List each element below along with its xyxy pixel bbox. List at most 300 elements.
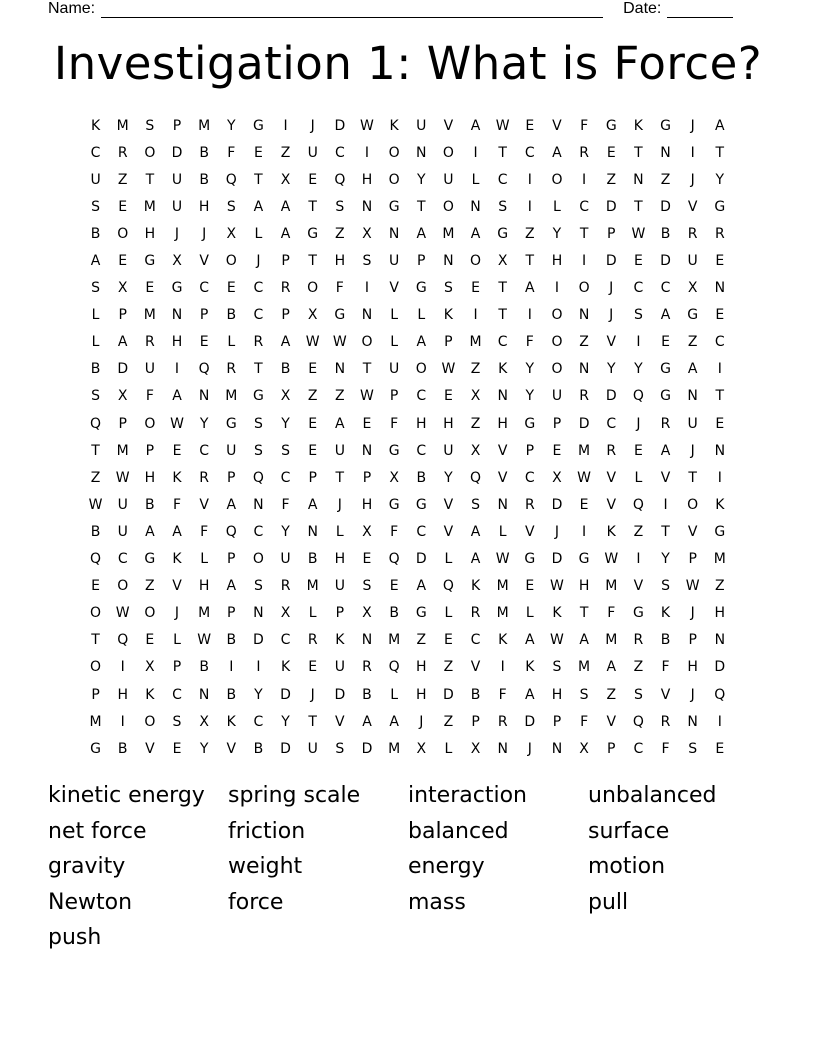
grid-letter[interactable]: E: [308, 361, 318, 378]
grid-letter[interactable]: P: [227, 551, 236, 568]
grid-letter[interactable]: T: [91, 442, 100, 459]
grid-letter[interactable]: Q: [442, 578, 454, 595]
grid-letter[interactable]: H: [687, 659, 698, 676]
grid-letter[interactable]: I: [636, 551, 641, 568]
grid-letter[interactable]: I: [120, 713, 125, 730]
grid-letter[interactable]: X: [199, 713, 209, 730]
grid-letter[interactable]: I: [717, 361, 722, 378]
grid-letter[interactable]: L: [444, 551, 453, 568]
grid-letter[interactable]: G: [687, 307, 699, 324]
grid-letter[interactable]: T: [634, 198, 643, 215]
grid-letter[interactable]: X: [117, 280, 128, 297]
grid-letter[interactable]: E: [606, 144, 616, 161]
grid-letter[interactable]: N: [361, 198, 373, 215]
grid-letter[interactable]: V: [497, 469, 508, 486]
grid-letter[interactable]: E: [308, 415, 318, 432]
grid-letter[interactable]: Z: [579, 334, 589, 351]
grid-letter[interactable]: D: [280, 740, 291, 757]
grid-letter[interactable]: L: [390, 686, 399, 703]
grid-letter[interactable]: B: [389, 605, 399, 622]
grid-letter[interactable]: Z: [525, 225, 535, 242]
grid-letter[interactable]: N: [361, 442, 373, 459]
grid-letter[interactable]: Z: [307, 388, 318, 405]
grid-letter[interactable]: T: [579, 225, 589, 242]
grid-letter[interactable]: G: [714, 198, 726, 215]
grid-letter[interactable]: M: [578, 659, 591, 676]
grid-letter[interactable]: W: [197, 632, 212, 649]
grid-letter[interactable]: T: [416, 198, 426, 215]
grid-letter[interactable]: W: [115, 469, 130, 486]
grid-letter[interactable]: B: [226, 686, 237, 703]
grid-letter[interactable]: F: [580, 713, 589, 730]
grid-letter[interactable]: D: [253, 632, 264, 649]
grid-letter[interactable]: X: [470, 442, 481, 459]
grid-letter[interactable]: T: [498, 307, 507, 324]
grid-letter[interactable]: W: [495, 117, 510, 134]
grid-letter[interactable]: X: [145, 659, 155, 676]
grid-letter[interactable]: C: [660, 280, 671, 297]
grid-letter[interactable]: C: [253, 523, 264, 540]
grid-letter[interactable]: T: [335, 469, 345, 486]
grid-letter[interactable]: W: [115, 605, 130, 622]
grid-letter[interactable]: L: [498, 523, 507, 540]
grid-letter[interactable]: V: [145, 740, 155, 757]
grid-letter[interactable]: E: [389, 578, 399, 595]
grid-letter[interactable]: M: [605, 578, 618, 595]
grid-letter[interactable]: O: [307, 280, 319, 297]
grid-letter[interactable]: B: [660, 632, 671, 649]
grid-letter[interactable]: V: [633, 578, 644, 595]
grid-letter[interactable]: U: [90, 171, 101, 188]
grid-letter[interactable]: S: [145, 117, 155, 134]
grid-letter[interactable]: T: [715, 144, 725, 161]
grid-letter[interactable]: H: [578, 578, 590, 595]
grid-letter[interactable]: V: [443, 496, 454, 513]
grid-letter[interactable]: H: [334, 551, 346, 568]
grid-letter[interactable]: F: [172, 496, 182, 513]
grid-letter[interactable]: G: [524, 415, 536, 432]
grid-letter[interactable]: A: [226, 578, 237, 595]
grid-letter[interactable]: G: [388, 442, 400, 459]
grid-letter[interactable]: W: [305, 334, 320, 351]
grid-letter[interactable]: R: [280, 578, 291, 595]
grid-letter[interactable]: H: [198, 578, 210, 595]
grid-letter[interactable]: Z: [280, 144, 291, 161]
grid-letter[interactable]: X: [470, 740, 481, 757]
grid-letter[interactable]: O: [144, 605, 156, 622]
grid-letter[interactable]: I: [500, 659, 505, 676]
grid-letter[interactable]: T: [498, 280, 507, 297]
grid-letter[interactable]: I: [473, 144, 478, 161]
grid-letter[interactable]: H: [144, 469, 156, 486]
grid-letter[interactable]: D: [280, 686, 291, 703]
grid-letter[interactable]: E: [525, 578, 535, 595]
grid-letter[interactable]: V: [335, 713, 345, 730]
grid-letter[interactable]: P: [281, 307, 290, 324]
grid-letter[interactable]: Z: [416, 632, 427, 649]
grid-letter[interactable]: N: [388, 225, 400, 242]
grid-letter[interactable]: E: [118, 253, 128, 270]
grid-letter[interactable]: T: [145, 171, 155, 188]
grid-letter[interactable]: J: [690, 605, 695, 622]
grid-letter[interactable]: P: [607, 225, 616, 242]
grid-letter[interactable]: J: [690, 117, 695, 134]
grid-letter[interactable]: X: [362, 605, 372, 622]
grid-letter[interactable]: E: [633, 253, 643, 270]
grid-letter[interactable]: N: [443, 253, 454, 270]
grid-letter[interactable]: E: [226, 280, 236, 297]
grid-letter[interactable]: J: [609, 307, 614, 324]
grid-letter[interactable]: U: [307, 144, 318, 161]
grid-letter[interactable]: D: [171, 144, 183, 161]
grid-letter[interactable]: T: [525, 253, 535, 270]
grid-letter[interactable]: P: [525, 442, 535, 459]
grid-letter[interactable]: Z: [443, 659, 454, 676]
grid-letter[interactable]: E: [525, 117, 535, 134]
grid-letter[interactable]: R: [497, 713, 508, 730]
grid-letter[interactable]: H: [198, 198, 210, 215]
grid-letter[interactable]: D: [117, 361, 129, 378]
grid-letter[interactable]: L: [444, 740, 453, 757]
grid-letter[interactable]: J: [690, 442, 695, 459]
grid-letter[interactable]: O: [442, 144, 454, 161]
grid-letter[interactable]: I: [554, 280, 560, 297]
grid-letter[interactable]: W: [550, 632, 564, 649]
grid-letter[interactable]: A: [226, 496, 237, 513]
grid-letter[interactable]: V: [606, 713, 617, 730]
grid-letter[interactable]: Q: [90, 415, 102, 432]
grid-letter[interactable]: V: [552, 117, 562, 134]
grid-letter[interactable]: M: [442, 225, 455, 242]
grid-letter[interactable]: B: [90, 523, 101, 540]
grid-letter[interactable]: M: [496, 605, 509, 622]
grid-letter[interactable]: F: [525, 334, 534, 351]
grid-letter[interactable]: B: [470, 686, 481, 703]
grid-letter[interactable]: A: [280, 334, 291, 351]
grid-letter[interactable]: G: [388, 198, 400, 215]
grid-letter[interactable]: P: [389, 388, 399, 405]
grid-letter[interactable]: S: [579, 686, 589, 703]
grid-letter[interactable]: K: [660, 605, 671, 622]
grid-letter[interactable]: B: [660, 225, 671, 242]
grid-letter[interactable]: J: [202, 225, 207, 242]
grid-letter[interactable]: F: [227, 144, 236, 161]
grid-letter[interactable]: X: [579, 740, 589, 757]
grid-letter[interactable]: N: [416, 144, 427, 161]
grid-letter[interactable]: G: [660, 117, 671, 134]
grid-letter[interactable]: T: [579, 605, 589, 622]
grid-letter[interactable]: C: [199, 442, 210, 459]
grid-letter[interactable]: P: [118, 415, 127, 432]
grid-letter[interactable]: Z: [335, 225, 345, 242]
grid-letter[interactable]: Y: [525, 361, 535, 378]
grid-letter[interactable]: G: [252, 117, 264, 134]
grid-letter[interactable]: N: [714, 632, 726, 649]
grid-letter[interactable]: M: [388, 632, 401, 649]
grid-letter[interactable]: C: [416, 523, 427, 540]
grid-letter[interactable]: N: [633, 171, 644, 188]
grid-letter[interactable]: B: [416, 469, 427, 486]
grid-letter[interactable]: U: [307, 740, 318, 757]
grid-letter[interactable]: S: [362, 578, 372, 595]
grid-letter[interactable]: E: [362, 551, 372, 568]
grid-letter[interactable]: H: [361, 171, 373, 188]
grid-letter[interactable]: Q: [334, 171, 346, 188]
grid-letter[interactable]: X: [280, 605, 291, 622]
grid-letter[interactable]: I: [582, 253, 587, 270]
grid-letter[interactable]: E: [471, 280, 480, 297]
grid-letter[interactable]: P: [335, 605, 345, 622]
grid-letter[interactable]: U: [443, 171, 454, 188]
grid-letter[interactable]: U: [388, 361, 400, 378]
grid-letter[interactable]: V: [606, 496, 617, 513]
grid-letter[interactable]: H: [117, 686, 128, 703]
grid-letter[interactable]: M: [578, 442, 591, 459]
grid-letter[interactable]: V: [525, 523, 535, 540]
grid-letter[interactable]: S: [633, 307, 643, 324]
grid-letter[interactable]: Y: [444, 469, 453, 486]
grid-letter[interactable]: L: [335, 523, 344, 540]
grid-letter[interactable]: Q: [388, 659, 400, 676]
grid-letter[interactable]: U: [443, 442, 454, 459]
grid-letter[interactable]: G: [497, 225, 509, 242]
grid-letter[interactable]: R: [687, 225, 698, 242]
grid-letter[interactable]: E: [443, 388, 453, 405]
grid-letter[interactable]: O: [551, 171, 563, 188]
grid-letter[interactable]: I: [582, 171, 587, 188]
grid-letter[interactable]: E: [443, 632, 453, 649]
grid-letter[interactable]: V: [606, 334, 617, 351]
grid-letter[interactable]: H: [443, 415, 454, 432]
grid-letter[interactable]: T: [254, 171, 263, 188]
grid-letter[interactable]: L: [471, 171, 480, 188]
grid-letter[interactable]: U: [687, 253, 698, 270]
grid-letter[interactable]: T: [688, 469, 697, 486]
grid-letter[interactable]: F: [200, 523, 209, 540]
grid-letter[interactable]: O: [90, 659, 102, 676]
grid-letter[interactable]: D: [605, 198, 617, 215]
grid-letter[interactable]: U: [334, 659, 345, 676]
grid-letter[interactable]: C: [253, 280, 264, 297]
grid-letter[interactable]: O: [117, 225, 129, 242]
grid-letter[interactable]: Y: [606, 361, 616, 378]
grid-letter[interactable]: J: [636, 415, 641, 432]
grid-letter[interactable]: U: [171, 198, 183, 215]
grid-letter[interactable]: Y: [281, 523, 290, 540]
grid-letter[interactable]: X: [307, 307, 318, 324]
grid-letter[interactable]: E: [661, 334, 670, 351]
grid-letter[interactable]: E: [91, 578, 100, 595]
grid-letter[interactable]: Q: [90, 551, 102, 568]
grid-letter[interactable]: Z: [633, 659, 644, 676]
grid-letter[interactable]: I: [174, 361, 180, 378]
grid-letter[interactable]: I: [229, 659, 234, 676]
grid-letter[interactable]: E: [633, 442, 643, 459]
grid-letter[interactable]: R: [470, 605, 481, 622]
grid-letter[interactable]: D: [361, 740, 373, 757]
grid-letter[interactable]: G: [307, 225, 319, 242]
grid-letter[interactable]: U: [226, 442, 237, 459]
grid-letter[interactable]: F: [390, 523, 399, 540]
grid-letter[interactable]: O: [144, 713, 156, 730]
grid-letter[interactable]: J: [174, 605, 180, 622]
grid-letter[interactable]: A: [470, 225, 481, 242]
grid-letter[interactable]: M: [306, 578, 319, 595]
grid-letter[interactable]: R: [253, 334, 264, 351]
grid-letter[interactable]: M: [496, 578, 509, 595]
grid-letter[interactable]: K: [280, 659, 291, 676]
grid-letter[interactable]: V: [606, 469, 617, 486]
grid-letter[interactable]: B: [145, 496, 155, 513]
grid-letter[interactable]: I: [364, 144, 370, 161]
grid-letter[interactable]: H: [171, 334, 183, 351]
grid-letter[interactable]: F: [661, 740, 670, 757]
grid-letter[interactable]: G: [415, 280, 427, 297]
grid-letter[interactable]: P: [444, 334, 453, 351]
grid-letter[interactable]: V: [660, 686, 671, 703]
grid-letter[interactable]: A: [525, 686, 535, 703]
grid-letter[interactable]: M: [605, 632, 618, 649]
grid-letter[interactable]: C: [280, 469, 291, 486]
grid-letter[interactable]: U: [117, 496, 128, 513]
grid-letter[interactable]: P: [688, 551, 697, 568]
grid-letter[interactable]: D: [415, 551, 427, 568]
grid-letter[interactable]: Q: [198, 361, 210, 378]
grid-letter[interactable]: W: [170, 415, 184, 432]
grid-letter[interactable]: I: [663, 496, 668, 513]
grid-letter[interactable]: G: [415, 496, 427, 513]
grid-letter[interactable]: K: [172, 469, 182, 486]
grid-letter[interactable]: S: [253, 442, 263, 459]
grid-letter[interactable]: N: [253, 496, 264, 513]
grid-letter[interactable]: Z: [145, 578, 155, 595]
grid-letter[interactable]: E: [145, 632, 155, 649]
grid-letter[interactable]: D: [605, 253, 617, 270]
grid-letter[interactable]: A: [307, 496, 318, 513]
grid-letter[interactable]: X: [470, 388, 481, 405]
grid-letter[interactable]: L: [91, 334, 100, 351]
grid-letter[interactable]: P: [308, 469, 317, 486]
grid-letter[interactable]: B: [199, 659, 209, 676]
grid-letter[interactable]: J: [690, 171, 695, 188]
grid-letter[interactable]: N: [171, 307, 183, 324]
grid-letter[interactable]: W: [495, 551, 510, 568]
grid-letter[interactable]: S: [688, 740, 698, 757]
grid-letter[interactable]: A: [90, 253, 101, 270]
grid-letter[interactable]: R: [714, 225, 725, 242]
grid-letter[interactable]: D: [524, 713, 536, 730]
grid-letter[interactable]: R: [199, 469, 209, 486]
grid-letter[interactable]: V: [497, 442, 508, 459]
grid-letter[interactable]: R: [144, 334, 155, 351]
grid-letter[interactable]: J: [310, 686, 315, 703]
grid-letter[interactable]: A: [362, 713, 372, 730]
grid-letter[interactable]: P: [552, 713, 562, 730]
grid-letter[interactable]: A: [253, 198, 264, 215]
grid-letter[interactable]: D: [334, 117, 346, 134]
grid-letter[interactable]: H: [415, 659, 427, 676]
grid-letter[interactable]: J: [527, 740, 532, 757]
grid-letter[interactable]: G: [252, 388, 264, 405]
grid-letter[interactable]: D: [605, 388, 617, 405]
grid-letter[interactable]: K: [606, 523, 616, 540]
grid-letter[interactable]: S: [443, 280, 453, 297]
grid-letter[interactable]: G: [660, 361, 671, 378]
grid-letter[interactable]: N: [470, 198, 481, 215]
grid-letter[interactable]: P: [227, 605, 236, 622]
grid-letter[interactable]: P: [362, 469, 372, 486]
grid-letter[interactable]: U: [144, 361, 155, 378]
grid-letter[interactable]: A: [117, 334, 128, 351]
grid-letter[interactable]: A: [606, 659, 617, 676]
grid-letter[interactable]: Q: [632, 496, 644, 513]
grid-letter[interactable]: H: [551, 686, 563, 703]
grid-letter[interactable]: C: [253, 713, 264, 730]
grid-letter[interactable]: K: [335, 632, 345, 649]
grid-letter[interactable]: X: [172, 253, 182, 270]
grid-letter[interactable]: D: [660, 253, 671, 270]
grid-letter[interactable]: F: [661, 659, 670, 676]
grid-letter[interactable]: M: [388, 740, 401, 757]
grid-letter[interactable]: O: [225, 253, 237, 270]
grid-letter[interactable]: G: [144, 551, 156, 568]
grid-letter[interactable]: A: [280, 225, 291, 242]
grid-letter[interactable]: P: [688, 632, 697, 649]
grid-letter[interactable]: Z: [606, 686, 617, 703]
grid-letter[interactable]: Z: [117, 171, 128, 188]
grid-letter[interactable]: A: [416, 578, 427, 595]
grid-letter[interactable]: W: [332, 334, 347, 351]
grid-letter[interactable]: L: [308, 605, 317, 622]
grid-letter[interactable]: P: [91, 686, 100, 703]
grid-letter[interactable]: W: [550, 578, 564, 595]
grid-letter[interactable]: W: [685, 578, 700, 595]
grid-letter[interactable]: E: [308, 442, 318, 459]
grid-letter[interactable]: N: [497, 740, 508, 757]
grid-letter[interactable]: N: [334, 361, 346, 378]
grid-letter[interactable]: E: [308, 659, 318, 676]
grid-letter[interactable]: C: [524, 144, 535, 161]
grid-letter[interactable]: B: [90, 361, 101, 378]
grid-letter[interactable]: X: [117, 388, 128, 405]
grid-letter[interactable]: U: [551, 388, 563, 405]
grid-letter[interactable]: S: [253, 578, 263, 595]
grid-letter[interactable]: L: [417, 307, 426, 324]
grid-letter[interactable]: K: [552, 605, 562, 622]
grid-letter[interactable]: F: [145, 388, 154, 405]
grid-letter[interactable]: T: [308, 253, 317, 270]
grid-letter[interactable]: I: [256, 659, 261, 676]
grid-letter[interactable]: T: [308, 198, 317, 215]
grid-letter[interactable]: I: [717, 713, 722, 730]
grid-letter[interactable]: K: [715, 496, 725, 513]
grid-letter[interactable]: U: [388, 253, 400, 270]
grid-letter[interactable]: A: [416, 225, 427, 242]
grid-letter[interactable]: A: [579, 632, 589, 649]
grid-letter[interactable]: L: [390, 307, 399, 324]
grid-letter[interactable]: S: [253, 415, 263, 432]
grid-letter[interactable]: J: [554, 523, 560, 540]
grid-letter[interactable]: Q: [714, 686, 726, 703]
grid-letter[interactable]: I: [636, 334, 641, 351]
grid-letter[interactable]: H: [714, 605, 726, 622]
grid-letter[interactable]: L: [444, 605, 453, 622]
grid-letter[interactable]: Q: [470, 469, 482, 486]
grid-letter[interactable]: C: [90, 144, 101, 161]
grid-letter[interactable]: I: [283, 117, 288, 134]
grid-letter[interactable]: E: [715, 253, 725, 270]
grid-letter[interactable]: V: [660, 469, 671, 486]
